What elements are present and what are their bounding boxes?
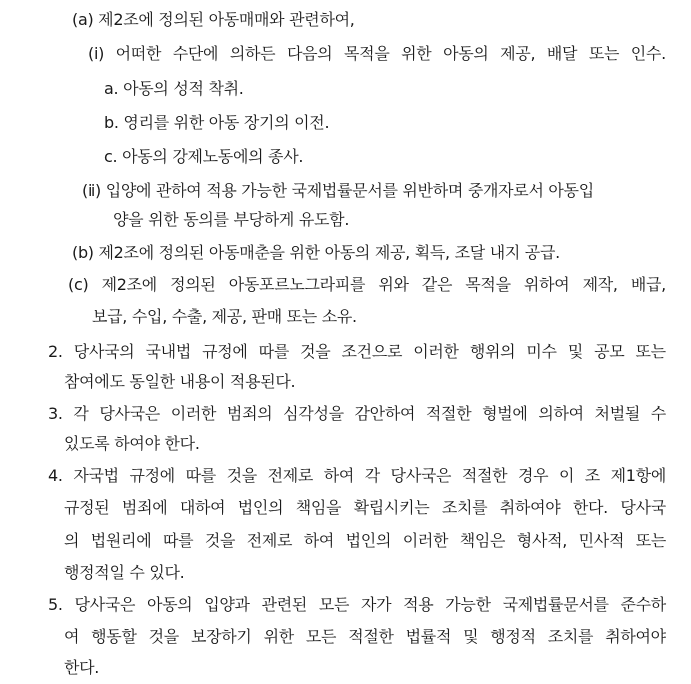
paragraph-5-line-1: 5. 당사국은 아동의 입양과 관련된 모든 자가 적용 가능한 국제법률문서를 준수하 <box>48 595 666 614</box>
clause-a-ii-line-1: (ⅱ) 입양에 관하여 적용 가능한 국제법률문서를 위반하며 중개자로서 아동입 <box>82 181 594 200</box>
clause-a-i-item-b: b. 영리를 위한 아동 장기의 이전. <box>104 113 330 132</box>
paragraph-5-line-3: 한다. <box>64 658 100 677</box>
clause-a: (a) 제2조에 정의된 아동매매와 관련하여, <box>72 10 355 29</box>
paragraph-4-line-4: 행정적일 수 있다. <box>64 563 185 582</box>
paragraph-3-line-2: 있도록 하여야 한다. <box>64 434 200 453</box>
paragraph-4-line-3: 의 법원리에 따를 것을 전제로 하여 법인의 이러한 책임은 형사적, 민사적 또는 <box>64 531 666 550</box>
paragraph-5-line-2: 여 행동할 것을 보장하기 위한 모든 적절한 법률적 및 행정적 조치를 취하여야 <box>64 627 666 646</box>
clause-c-line-1: (c) 제2조에 정의된 아동포르노그라피를 위와 같은 목적을 위하여 제작, 배급, <box>68 275 666 294</box>
clause-b: (b) 제2조에 정의된 아동매춘을 위한 아동의 제공, 획득, 조달 내지 공급. <box>72 243 560 262</box>
paragraph-2-line-1: 2. 당사국의 국내법 규정에 따를 것을 조건으로 이러한 행위의 미수 및 공모 또는 <box>48 342 666 361</box>
clause-a-i-item-c: c. 아동의 강제노동에의 종사. <box>104 147 304 166</box>
clause-a-ii-line-2: 양을 위한 동의를 부당하게 유도함. <box>113 210 350 229</box>
paragraph-4-line-1: 4. 자국법 규정에 따를 것을 전제로 하여 각 당사국은 적절한 경우 이 조 제1항에 <box>48 466 666 485</box>
clause-c-line-2: 보급, 수입, 수출, 제공, 판매 또는 소유. <box>92 307 357 326</box>
paragraph-3-line-1: 3. 각 당사국은 이러한 범죄의 심각성을 감안하여 적절한 형벌에 의하여 처벌될 수 <box>48 404 666 423</box>
paragraph-4-line-2: 규정된 범죄에 대하여 법인의 책임을 확립시키는 조치를 취하여야 한다. 당사국 <box>64 498 666 517</box>
clause-a-i-line-1: (ⅰ) 어떠한 수단에 의하든 다음의 목적을 위한 아동의 제공, 배달 또는 인수. <box>88 44 666 63</box>
clause-a-i-item-a: a. 아동의 성적 착취. <box>104 79 244 98</box>
paragraph-2-line-2: 참여에도 동일한 내용이 적용된다. <box>64 372 296 391</box>
